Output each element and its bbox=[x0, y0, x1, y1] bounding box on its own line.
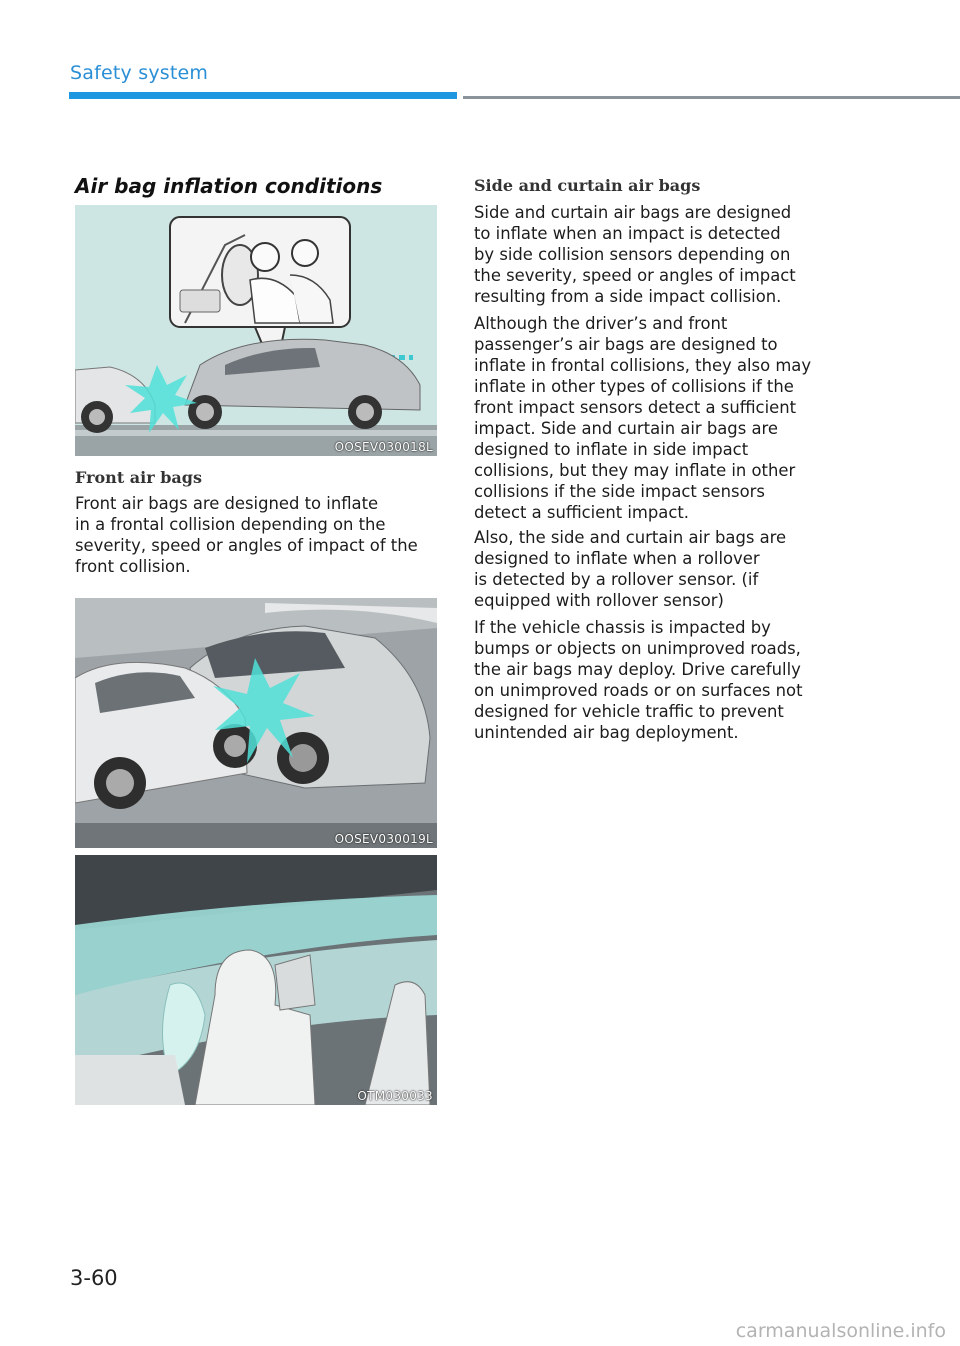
offset-collision-illustration bbox=[75, 598, 437, 848]
side-airbags-paragraph-1: Side and curtain air bags are designed to inflate when an impact is detected by side collision sensors depending on the severity, speed or angles of impact resulting from a side impact collision. bbox=[474, 203, 796, 306]
figure-code: OOSEV030019L bbox=[334, 832, 433, 846]
side-airbags-paragraph-2: Although the driver’s and front passenger’s air bags are designed to inflate in frontal collisions, they also may inflate in other types of collisions if the front impact sensors detect a sufficient impact. Side and curtain air bags are designed to inflate in side impact collisions, but they may inflate in other collisions if the side impact sensors detect a sufficient impact. bbox=[474, 314, 812, 522]
figure-code: OTM030033 bbox=[357, 1089, 433, 1103]
site-watermark: carmanualsonline.info bbox=[735, 1320, 946, 1342]
side-airbags-paragraph-3: Also, the side and curtain air bags are designed to inflate when a rollover is detected by a rollover sensor. (if equipped with rollover sensor) bbox=[474, 528, 787, 610]
page-number: 3-60 bbox=[70, 1266, 118, 1290]
header-section-title: Safety system bbox=[70, 62, 209, 84]
side-airbags-paragraph-4: If the vehicle chassis is impacted by bumps or objects on unimproved roads, the air bags may deploy. Drive carefully on unimproved roads or on surfaces not designed for vehicle traffic to prevent unintended air bag deployment. bbox=[474, 618, 803, 742]
header-divider-rule bbox=[463, 96, 960, 99]
header-accent-rule bbox=[69, 92, 457, 99]
figure-frontal-collision bbox=[75, 205, 437, 456]
section-title: Air bag inflation conditions bbox=[75, 174, 383, 198]
side-curtain-air-bags-heading: Side and curtain air bags bbox=[474, 176, 701, 195]
figure-offset-collision bbox=[75, 598, 437, 848]
front-air-bags-heading: Front air bags bbox=[75, 468, 202, 487]
frontal-collision-illustration bbox=[75, 205, 437, 456]
curtain-airbags-illustration bbox=[75, 855, 437, 1105]
figure-curtain-airbags bbox=[75, 855, 437, 1105]
figure-code: OOSEV030018L bbox=[334, 440, 433, 454]
front-air-bags-text: Front air bags are designed to inflate in a frontal collision depending on the severity, speed or angles of impact of the front collision. bbox=[75, 494, 418, 576]
